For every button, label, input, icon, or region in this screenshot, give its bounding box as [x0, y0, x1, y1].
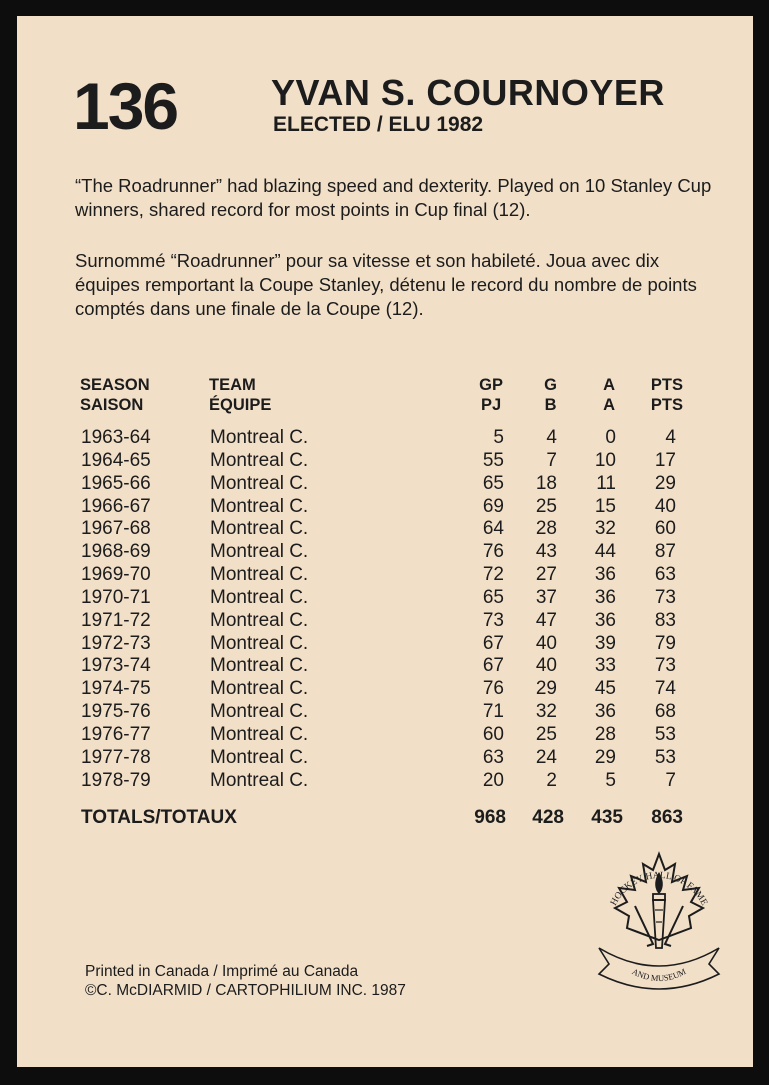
- team-cell: Montreal C.: [210, 541, 309, 563]
- gp-cell: 73: [482, 609, 504, 631]
- season-cell: 1977-78: [81, 746, 151, 768]
- gp-cell: 67: [482, 655, 504, 677]
- header-gp: [479, 375, 503, 415]
- table-row: [17, 587, 753, 610]
- season-cell: 1964-65: [81, 449, 151, 471]
- pts-cell: 87: [654, 541, 676, 563]
- table-row: [17, 678, 753, 701]
- header-season: [80, 375, 150, 415]
- a-cell: 29: [594, 746, 616, 768]
- pts-cell: 40: [654, 495, 676, 517]
- season-cell: 1978-79: [81, 769, 151, 791]
- g-cell: 47: [535, 609, 557, 631]
- gp-cell: 20: [482, 769, 504, 791]
- g-cell: 40: [535, 655, 557, 677]
- gp-cell: 55: [482, 449, 504, 471]
- header-g-en: G: [544, 376, 557, 394]
- table-row: [17, 427, 753, 450]
- g-cell: 27: [535, 564, 557, 586]
- g-cell: 37: [535, 586, 557, 608]
- a-cell: 45: [594, 678, 616, 700]
- pts-cell: 17: [654, 449, 676, 471]
- pts-cell: 4: [665, 427, 676, 448]
- g-cell: 25: [535, 723, 557, 745]
- header-pts-en: PTS: [650, 376, 683, 394]
- team-cell: Montreal C.: [210, 701, 309, 723]
- header-a-fr: A: [603, 396, 615, 414]
- team-cell: Montreal C.: [210, 427, 309, 448]
- pts-cell: 68: [654, 701, 676, 723]
- totals-g: 428: [532, 807, 564, 828]
- gp-cell: 64: [482, 518, 504, 540]
- totals-label: TOTALS/TOTAUX: [81, 807, 237, 828]
- a-cell: 15: [594, 495, 616, 517]
- logo-banner-text: AND MUSEUM: [630, 966, 688, 984]
- pts-cell: 73: [654, 655, 676, 677]
- torch-icon: [653, 872, 665, 948]
- header-pts-fr: PTS: [650, 396, 683, 414]
- a-cell: 36: [594, 609, 616, 631]
- gp-cell: 72: [482, 564, 504, 586]
- table-row: [17, 701, 753, 724]
- gp-cell: 5: [493, 427, 504, 448]
- team-cell: Montreal C.: [210, 746, 309, 768]
- g-cell: 32: [535, 701, 557, 723]
- table-row: [17, 724, 753, 747]
- a-cell: 36: [594, 701, 616, 723]
- team-cell: Montreal C.: [210, 632, 309, 654]
- header-a-en: A: [603, 376, 615, 394]
- header-team: [209, 375, 271, 415]
- table-row: [17, 633, 753, 656]
- gp-cell: 69: [482, 495, 504, 517]
- team-cell: Montreal C.: [210, 472, 309, 494]
- pts-cell: 7: [665, 769, 676, 791]
- table-row: [17, 496, 753, 519]
- gp-cell: 71: [482, 701, 504, 723]
- table-row: [17, 473, 753, 496]
- season-cell: 1968-69: [81, 541, 151, 563]
- team-cell: Montreal C.: [210, 655, 309, 677]
- printed-in-canada: Printed in Canada / Imprimé au Canada: [85, 963, 359, 980]
- team-cell: Montreal C.: [210, 449, 309, 471]
- g-cell: 7: [546, 449, 557, 471]
- g-cell: 40: [535, 632, 557, 654]
- table-row: [17, 610, 753, 633]
- table-row: [17, 770, 753, 793]
- header-pts: [651, 375, 683, 415]
- a-cell: 5: [605, 769, 616, 791]
- g-cell: 4: [546, 427, 557, 448]
- season-cell: 1972-73: [81, 632, 151, 654]
- pts-cell: 29: [654, 472, 676, 494]
- gp-cell: 76: [482, 541, 504, 563]
- season-cell: 1971-72: [81, 609, 151, 631]
- pts-cell: 73: [654, 586, 676, 608]
- header-gp-fr: PJ: [480, 396, 502, 414]
- gp-cell: 65: [482, 472, 504, 494]
- header-g: [544, 375, 557, 415]
- g-cell: 18: [535, 472, 557, 494]
- header-season-en: SEASON: [80, 376, 150, 394]
- pts-cell: 53: [654, 723, 676, 745]
- bio-french: Surnommé “Roadrunner” pour sa vitesse et son habileté. Joua avec dix équipes remportant la Coupe Stanley, détenu le record du nombre de points comptés dans une finale de la Coupe (12).: [75, 250, 697, 319]
- gp-cell: 60: [482, 723, 504, 745]
- a-cell: 36: [594, 586, 616, 608]
- table-row: [17, 518, 753, 541]
- card-back: [17, 16, 753, 1067]
- season-cell: 1970-71: [81, 586, 151, 608]
- team-cell: Montreal C.: [210, 723, 309, 745]
- season-cell: 1976-77: [81, 723, 151, 745]
- header-g-fr: B: [544, 396, 557, 414]
- team-cell: Montreal C.: [210, 586, 309, 608]
- team-cell: Montreal C.: [210, 609, 309, 631]
- stats-rows: [17, 427, 753, 793]
- copyright-line: ©C. McDIARMID / CARTOPHILIUM INC. 1987: [85, 982, 406, 999]
- hall-of-fame-logo: [595, 848, 723, 1000]
- team-cell: Montreal C.: [210, 564, 309, 586]
- bio-english: “The Roadrunner” had blazing speed and dexterity. Played on 10 Stanley Cup winners, shared record for most points in Cup final (12).: [75, 175, 712, 220]
- a-cell: 36: [594, 564, 616, 586]
- season-cell: 1967-68: [81, 518, 151, 540]
- gp-cell: 67: [482, 632, 504, 654]
- g-cell: 2: [546, 769, 557, 791]
- team-cell: Montreal C.: [210, 678, 309, 700]
- logo-arc-text: HOCKEY HALL OF FAME: [609, 870, 709, 908]
- header-a: [603, 375, 615, 415]
- g-cell: 24: [535, 746, 557, 768]
- season-cell: 1963-64: [81, 427, 151, 448]
- team-cell: Montreal C.: [210, 518, 309, 540]
- a-cell: 44: [594, 541, 616, 563]
- totals-pts: 863: [651, 807, 683, 828]
- header-team-en: TEAM: [209, 376, 256, 394]
- table-row: [17, 541, 753, 564]
- table-row: [17, 450, 753, 473]
- header-season-fr: SAISON: [80, 396, 144, 414]
- a-cell: 0: [605, 427, 616, 448]
- season-cell: 1973-74: [81, 655, 151, 677]
- header-gp-en: GP: [479, 376, 503, 394]
- a-cell: 32: [594, 518, 616, 540]
- pts-cell: 74: [654, 678, 676, 700]
- totals-a: 435: [591, 807, 623, 828]
- pts-cell: 79: [654, 632, 676, 654]
- card-number: 136: [73, 69, 178, 143]
- season-cell: 1974-75: [81, 678, 151, 700]
- table-row: [17, 564, 753, 587]
- gp-cell: 65: [482, 586, 504, 608]
- a-cell: 39: [594, 632, 616, 654]
- season-cell: 1966-67: [81, 495, 151, 517]
- season-cell: 1975-76: [81, 701, 151, 723]
- elected-year: ELECTED / ELU 1982: [273, 113, 484, 136]
- g-cell: 43: [535, 541, 557, 563]
- a-cell: 10: [594, 449, 616, 471]
- pts-cell: 60: [654, 518, 676, 540]
- pts-cell: 83: [654, 609, 676, 631]
- table-row: [17, 747, 753, 770]
- a-cell: 28: [594, 723, 616, 745]
- pts-cell: 63: [654, 564, 676, 586]
- a-cell: 11: [596, 472, 616, 494]
- a-cell: 33: [594, 655, 616, 677]
- g-cell: 29: [535, 678, 557, 700]
- totals-gp: 968: [474, 807, 506, 828]
- season-cell: 1969-70: [81, 564, 151, 586]
- maple-leaf-icon: [615, 854, 703, 940]
- table-row: [17, 655, 753, 678]
- gp-cell: 76: [482, 678, 504, 700]
- gp-cell: 63: [482, 746, 504, 768]
- pts-cell: 53: [654, 746, 676, 768]
- header-team-fr: ÉQUIPE: [209, 396, 272, 414]
- player-name: YVAN S. COURNOYER: [271, 72, 665, 113]
- g-cell: 28: [535, 518, 557, 540]
- g-cell: 25: [535, 495, 557, 517]
- team-cell: Montreal C.: [210, 769, 309, 791]
- season-cell: 1965-66: [81, 472, 151, 494]
- team-cell: Montreal C.: [210, 495, 309, 517]
